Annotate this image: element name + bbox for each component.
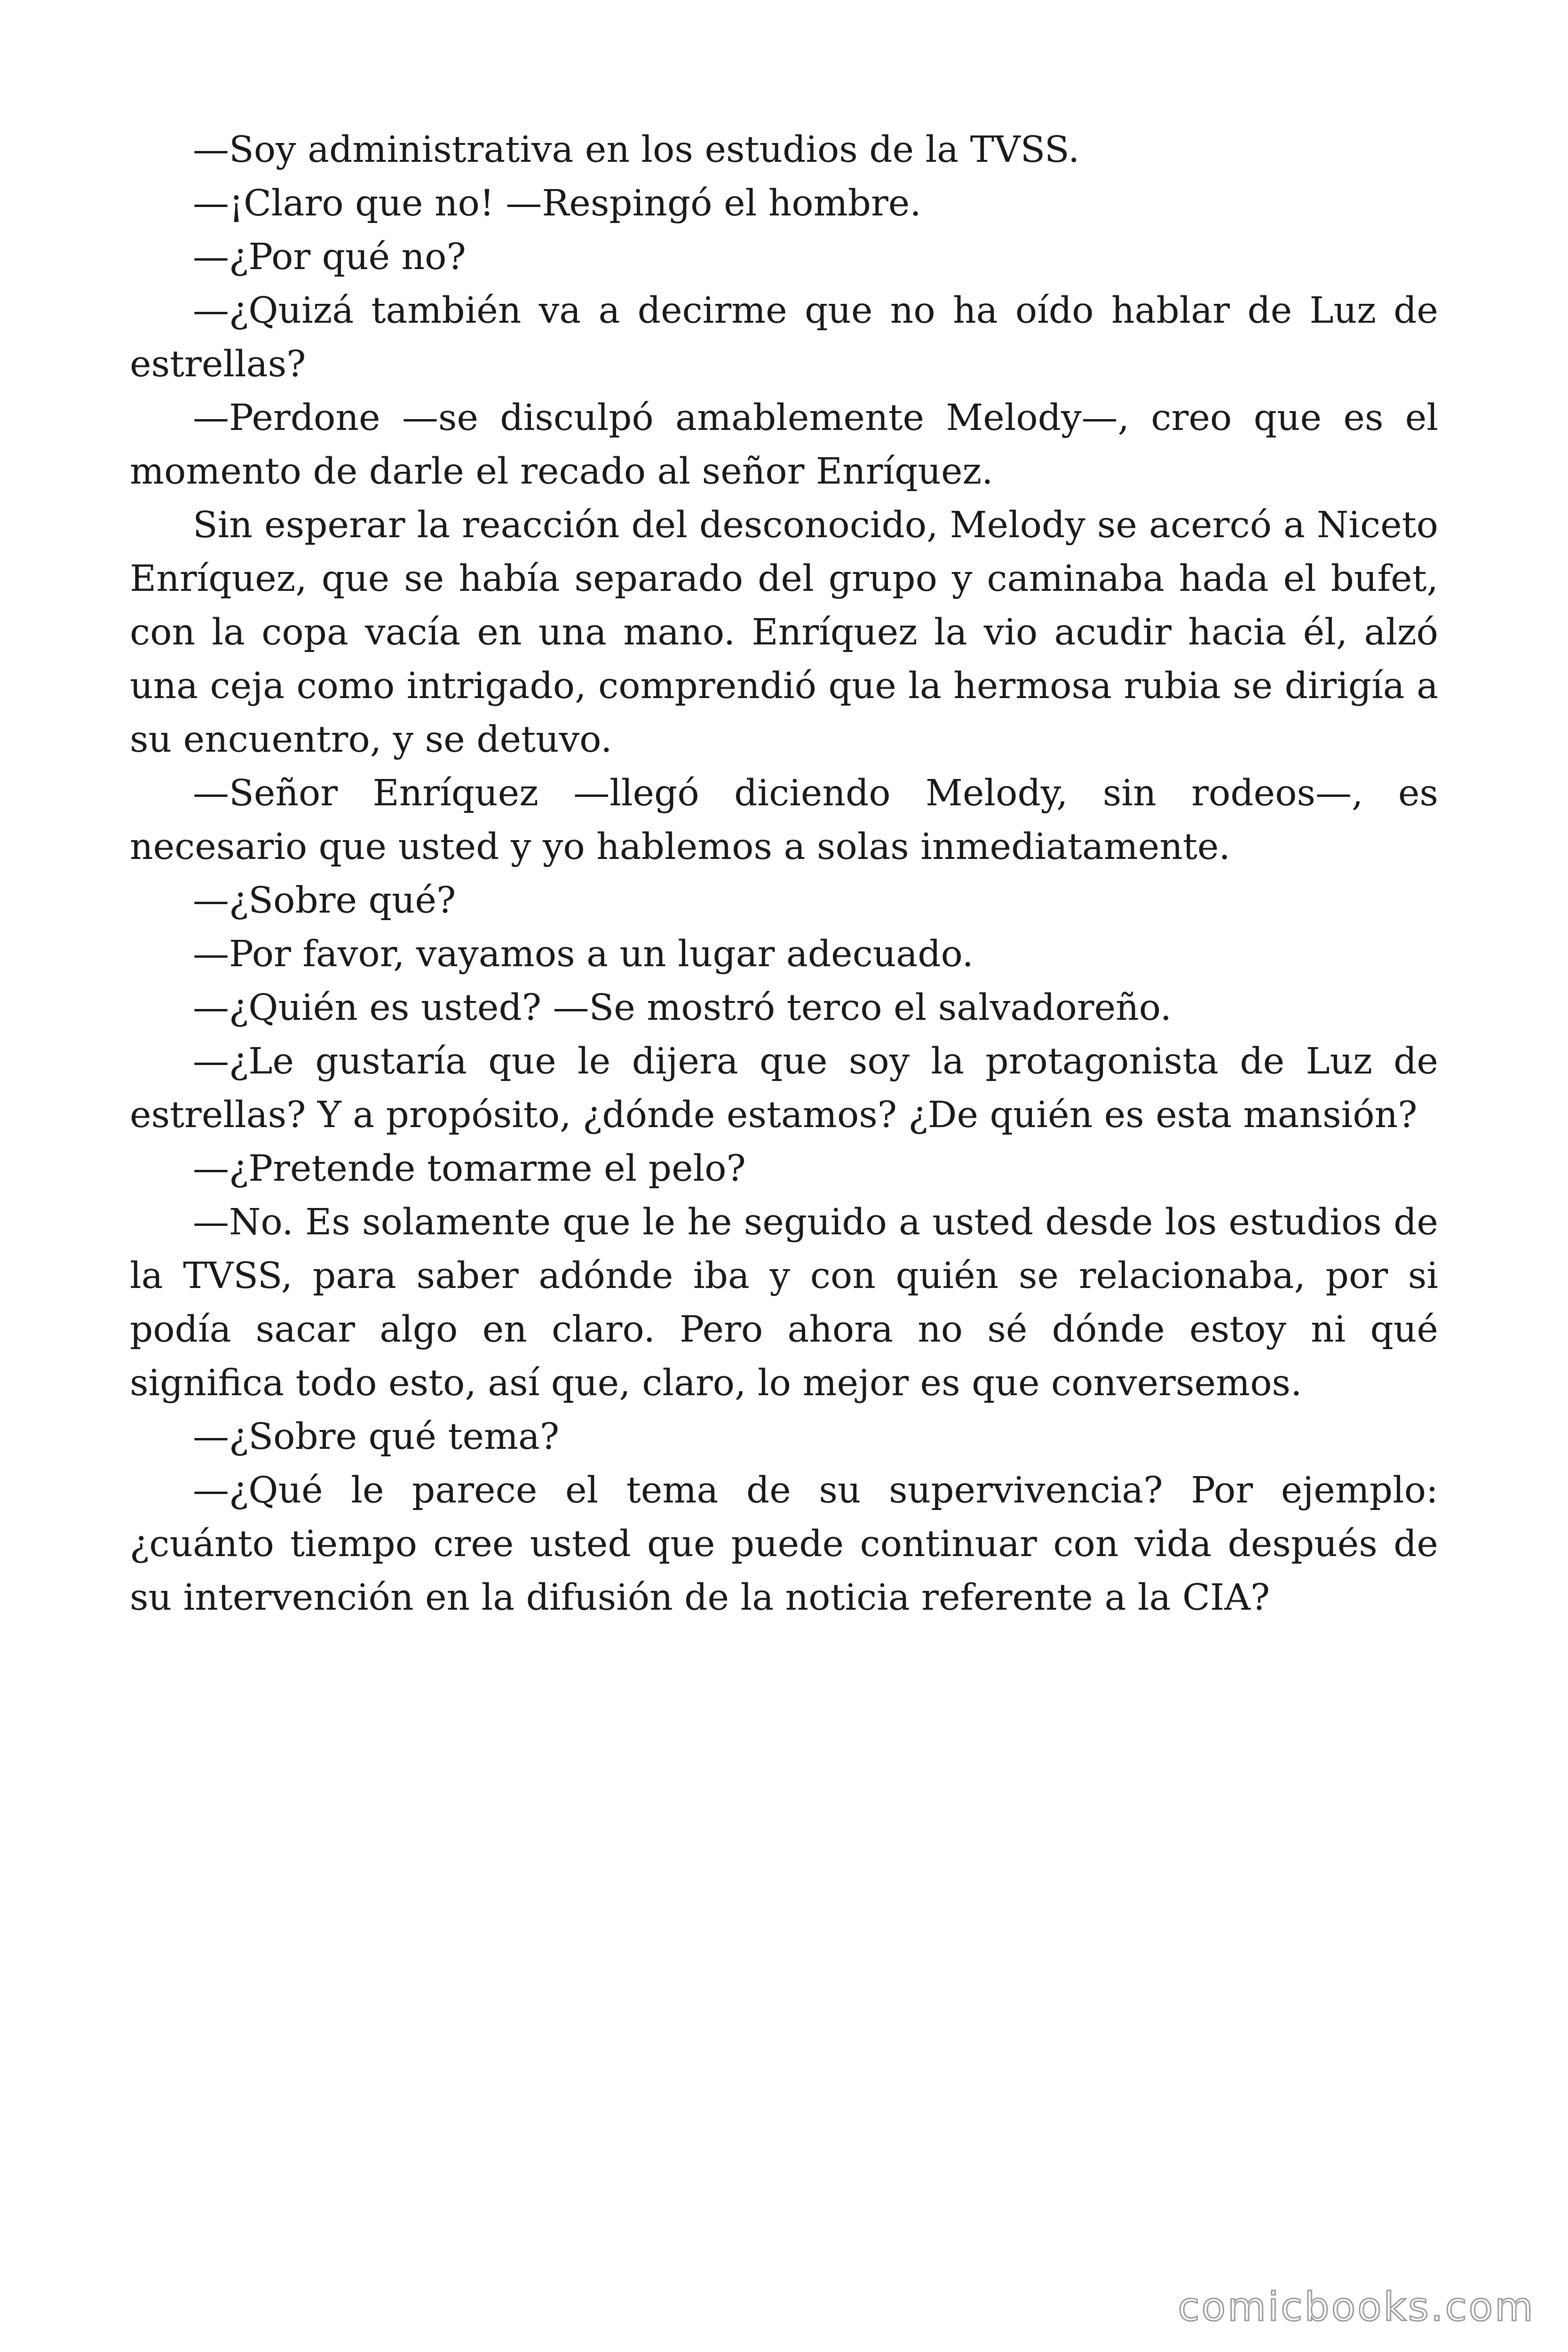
paragraph: —No. Es solamente que le he seguido a usted desde los estudios de la TVSS, para saber adónde iba y con quién se relacionaba, por si podía sacar algo en claro. Pero ahora no sé dónde estoy ni qué significa todo esto, así que, claro, lo mejor es que conversemos.: [130, 1201, 1438, 1404]
paragraph: —Perdone —se disculpó amablemente Melody—, creo que es el momento de darle el recado al señor Enríquez.: [130, 397, 1438, 493]
paragraph: —¿Sobre qué tema?: [193, 1416, 560, 1458]
paragraph: —¿Qué le parece el tema de su supervivencia? Por ejemplo: ¿cuánto tiempo cree usted que puede continuar con vida después de su intervención en la difusión de la noticia referente a la CIA?: [130, 1470, 1438, 1619]
paragraph: Sin esperar la reacción del desconocido, Melody se acercó a Niceto Enríquez, que se había separado del grupo y caminaba hada el bufet, con la copa vacía en una mano. Enríquez la vio acudir hacia él, alzó una ceja como intrigado, comprendió que la hermosa rubia se dirigía a su encuentro, y se detuvo.: [130, 504, 1438, 761]
paragraph: —¿Quizá también va a decirme que no ha oído hablar de Luz de estrellas?: [130, 290, 1438, 385]
paragraph: —¿Por qué no?: [193, 236, 466, 278]
paragraph: —¿Le gustaría que le dijera que soy la protagonista de Luz de estrellas? Y a propósito, ¿dónde estamos? ¿De quién es esta mansión?: [130, 1041, 1438, 1136]
paragraph: —¿Quién es usted? —Se mostró terco el salvadoreño.: [193, 987, 1172, 1029]
watermark: comicbooks.com: [1178, 2284, 1535, 2330]
paragraph: —¿Pretende tomarme el pelo?: [193, 1148, 746, 1190]
paragraph: —Señor Enríquez —llegó diciendo Melody, sin rodeos—, es necesario que usted y yo hablemos a solas inmediatamente.: [130, 772, 1438, 868]
paragraph: —¿Sobre qué?: [193, 880, 456, 922]
paragraph: —¡Claro que no! —Respingó el hombre.: [193, 183, 921, 224]
paragraph: —Por favor, vayamos a un lugar adecuado.: [193, 933, 974, 975]
body-text: [130, 123, 1438, 1625]
paragraph: —Soy administrativa en los estudios de la TVSS.: [193, 129, 1080, 171]
